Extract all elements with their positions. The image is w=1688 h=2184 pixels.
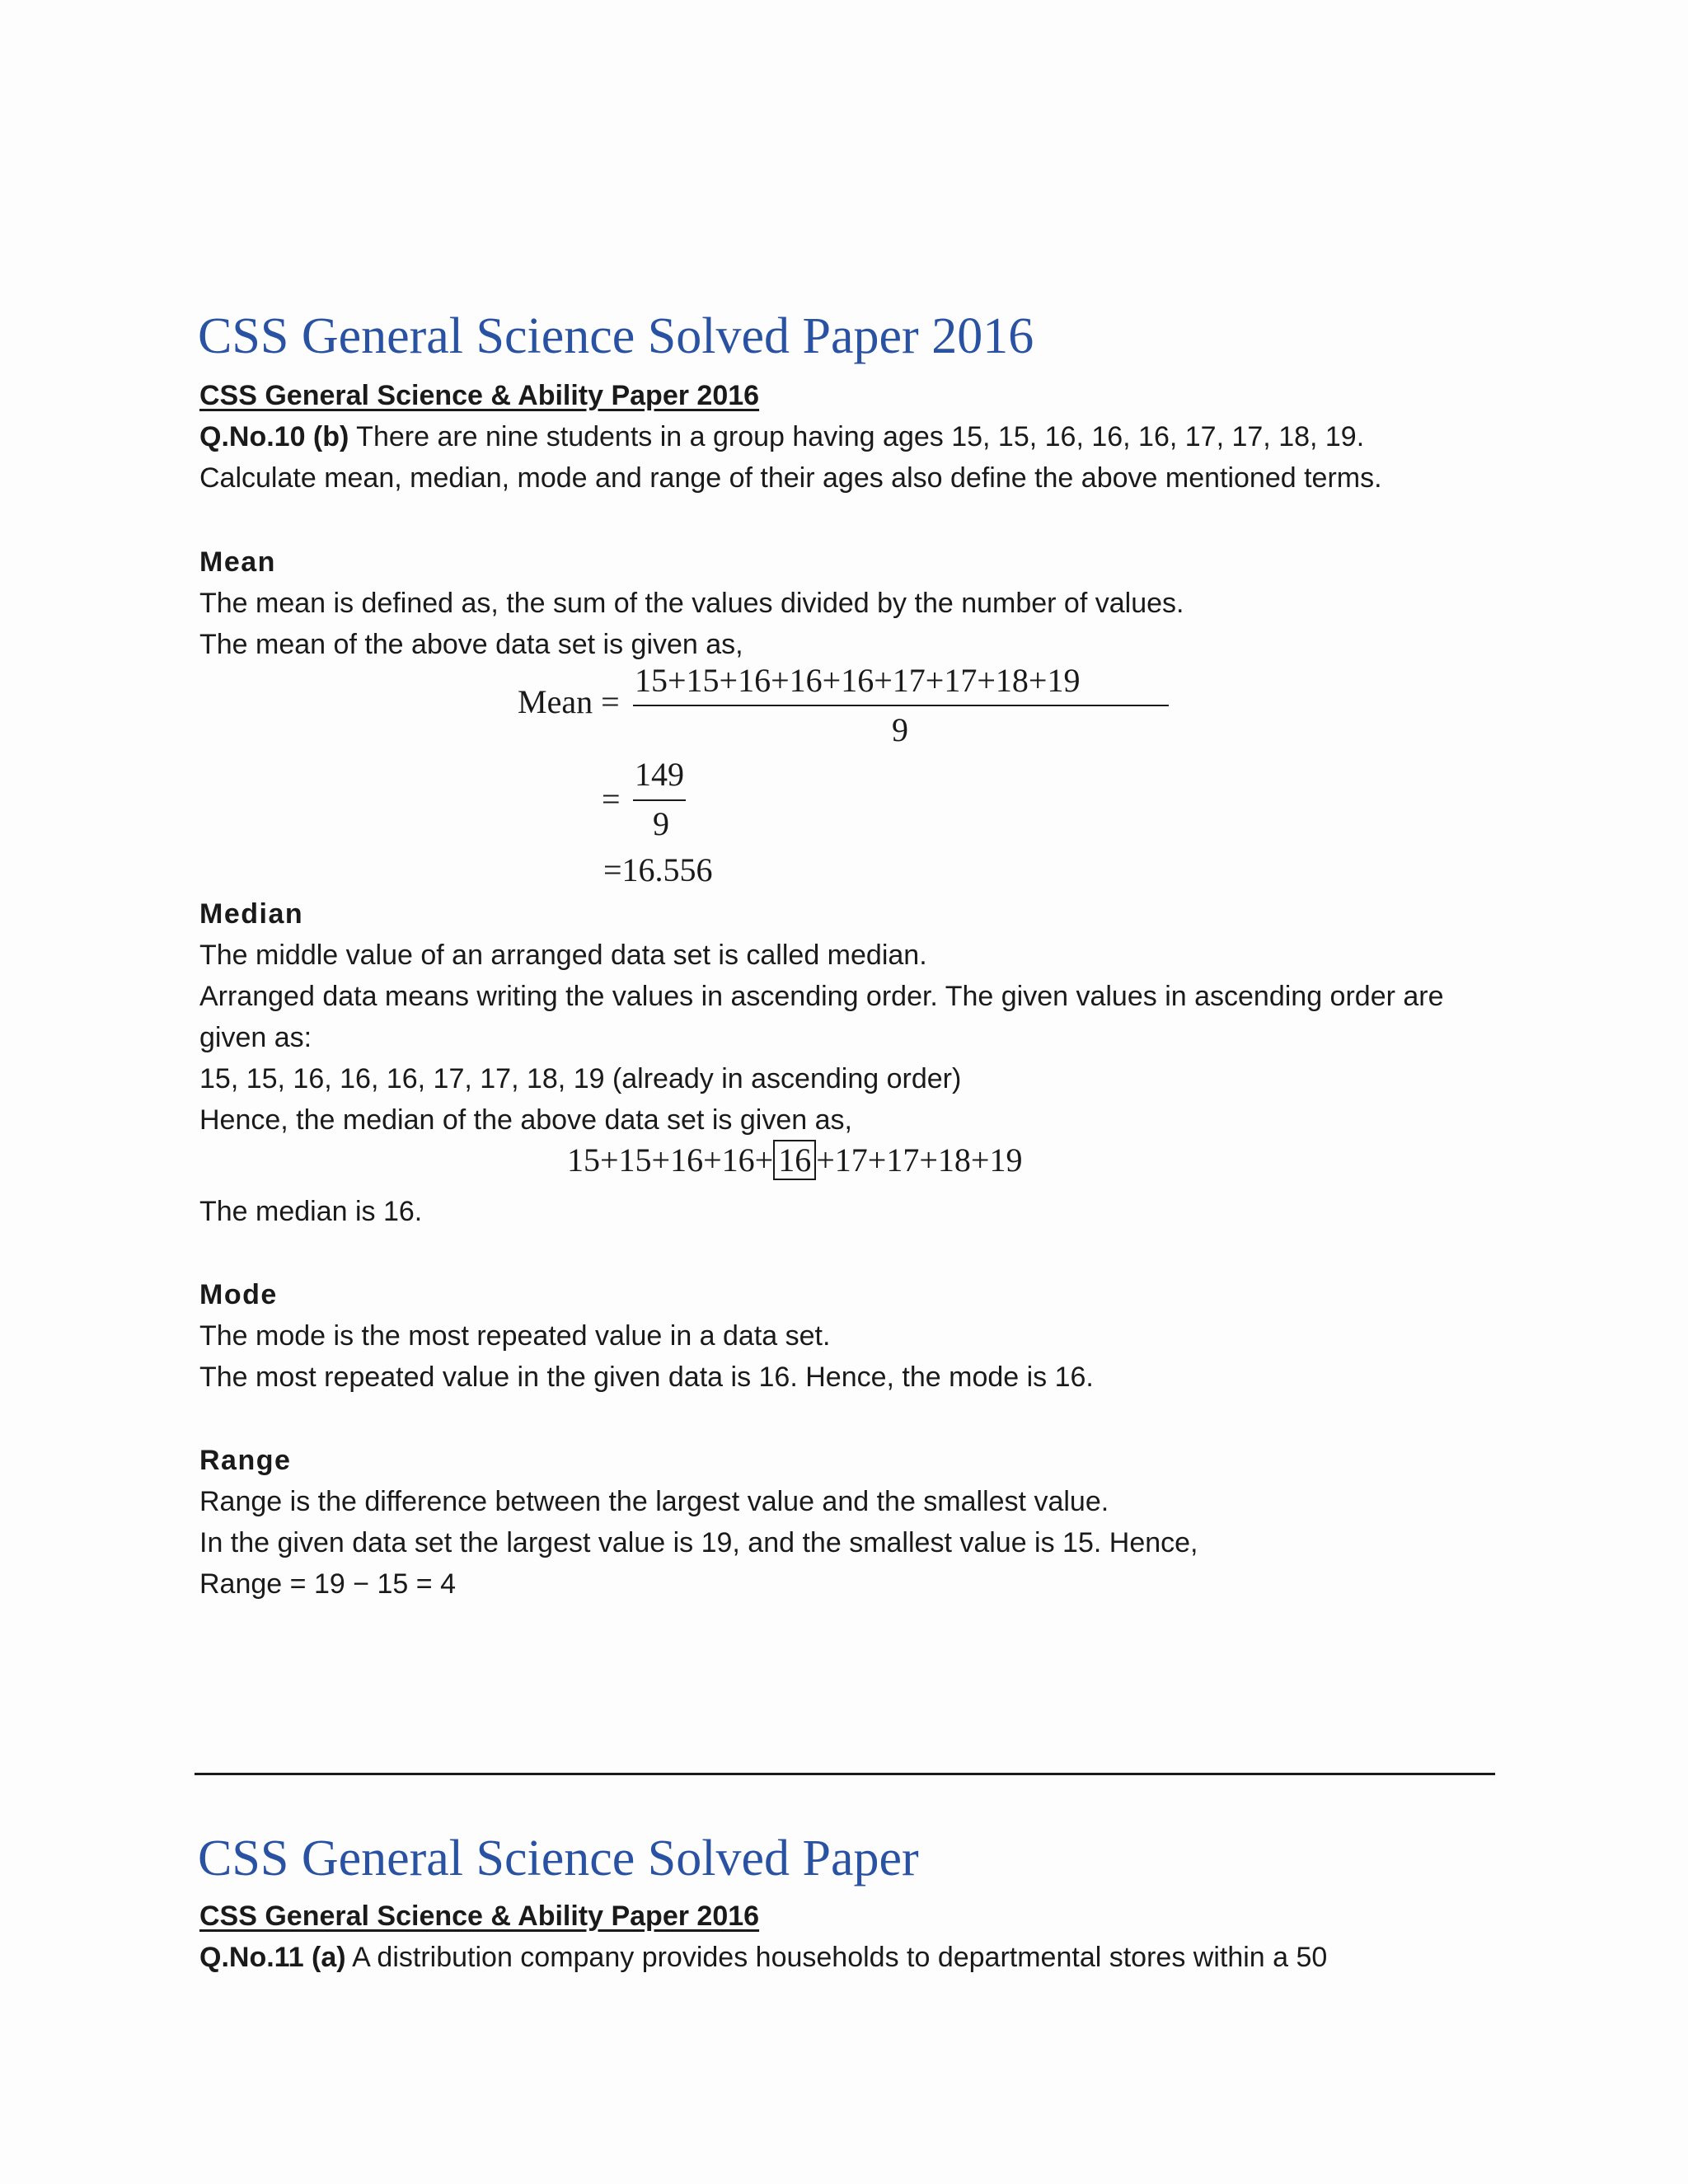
median-expr-before: 15+15+16+16+ [567,1141,774,1179]
question-text: There are nine students in a group having ages 15, 15, 16, 16, 16, 17, 17, 18, 19. [349,421,1365,452]
mean-numerator: 15+15+16+16+16+17+17+18+19 [635,662,1081,699]
range-formula: Range = 19 − 15 = 4 [199,1568,456,1600]
mean-intro: The mean of the above data set is given as, [199,629,743,660]
question-label: Q.No.10 (b) [199,421,349,452]
range-heading: Range [199,1445,292,1476]
mean-fraction-bar [633,705,1169,706]
question-10b [199,416,1364,457]
paper-subtitle: CSS General Science & Ability Paper 2016 [199,380,760,411]
section2-title: CSS General Science Solved Paper [198,1830,919,1886]
mean-eq2-sign: = [602,780,621,818]
median-conclusion: The median is 16. [199,1196,423,1227]
median-data-values: 15, 15, 16, 16, 16, 17, 17, 18, 19 (already in ascending order) [199,1063,962,1094]
median-line-3: given as: [199,1022,312,1053]
median-expr-after: +17+17+18+19 [816,1141,1023,1179]
mean-definition: The mean is defined as, the sum of the values divided by the number of values. [199,588,1184,619]
section-divider [195,1773,1495,1775]
mean-result: =16.556 [603,851,713,888]
mean-sum-fraction-bar [633,799,686,801]
mean-denominator: 9 [892,711,908,748]
median-boxed-value: 16 [773,1140,816,1180]
mean-sum-numerator: 149 [635,756,684,793]
question-line-2: Calculate mean, median, mode and range of their ages also define the above mentioned terms. [199,462,1382,494]
median-expression [567,1142,1022,1179]
median-line-2: Arranged data means writing the values in ascending order. The given values in ascending order are [199,981,1444,1012]
median-line-5: Hence, the median of the above data set is given as, [199,1104,852,1136]
mean-heading: Mean [199,546,276,578]
range-definition: Range is the difference between the largest value and the smallest value. [199,1486,1109,1517]
question-11a [199,1937,1327,1978]
section2-subtitle: CSS General Science & Ability Paper 2016 [199,1900,760,1932]
median-heading: Median [199,898,304,930]
range-line-2: In the given data set the largest value is 19, and the smallest value is 15. Hence, [199,1527,1198,1558]
mode-definition: The mode is the most repeated value in a data set. [199,1320,831,1352]
mode-heading: Mode [199,1279,278,1310]
mode-line-2: The most repeated value in the given data is 16. Hence, the mode is 16. [199,1361,1094,1393]
page-title: CSS General Science Solved Paper 2016 [198,308,1034,364]
median-definition: The middle value of an arranged data set is called median. [199,940,927,971]
question-11a-text: A distribution company provides households to departmental stores within a 50 [345,1942,1328,1973]
mean-eq-label: Mean = [518,683,620,720]
mean-sum-denominator: 9 [653,805,669,842]
question-11a-label: Q.No.11 (a) [199,1942,346,1973]
